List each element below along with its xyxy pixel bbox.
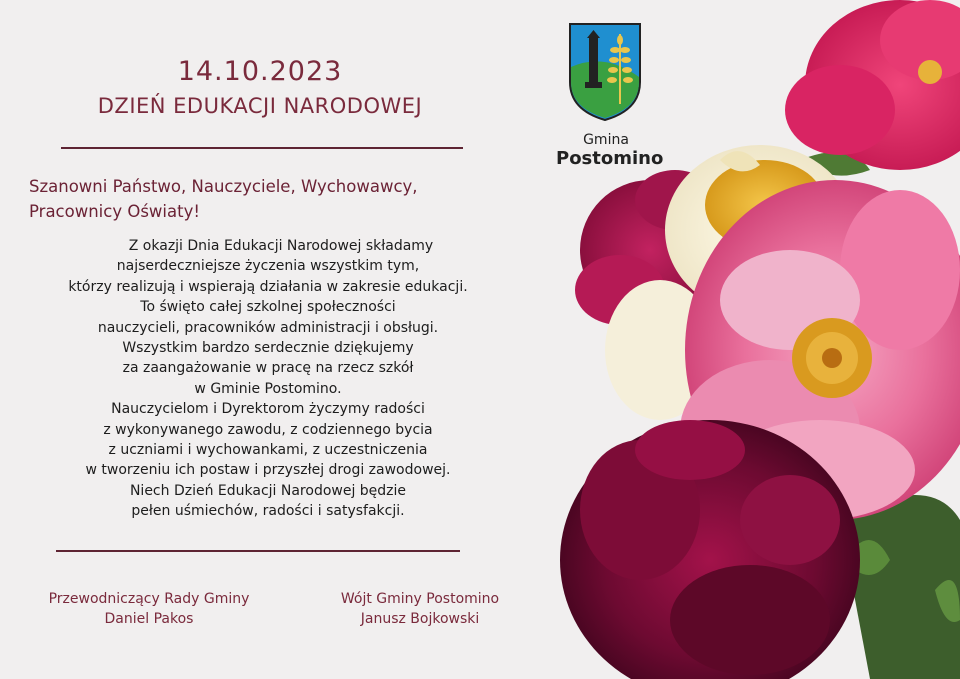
logo-line-2: Postomino xyxy=(556,148,664,169)
body-line: z uczniami i wychowankami, z uczestniczenia xyxy=(108,442,428,459)
signature-mayor xyxy=(300,589,540,629)
greeting-body xyxy=(14,236,522,522)
signature-role: Wójt Gminy Postomino xyxy=(340,591,500,607)
signature-name: Daniel Pakos xyxy=(104,611,194,627)
salutation-line-2: Pracownicy Oświaty! xyxy=(29,202,200,221)
body-line: za zaangażowanie w pracę na rzecz szkół xyxy=(122,360,414,377)
page-title: DZIEŃ EDUKACJI NARODOWEJ xyxy=(97,94,423,118)
signature-council-chair xyxy=(18,589,280,629)
signature-role: Przewodniczący Rady Gminy xyxy=(48,591,250,607)
body-line: nauczycieli, pracowników administracji i obsługi. xyxy=(97,319,439,336)
body-line: Niech Dzień Edukacji Narodowej będzie xyxy=(129,482,407,499)
salutation xyxy=(29,174,549,224)
event-date: 14.10.2023 xyxy=(177,56,343,87)
divider-top xyxy=(61,147,463,149)
body-line: pełen uśmiechów, radości i satysfakcji. xyxy=(131,503,405,520)
body-line: w Gminie Postomino. xyxy=(194,380,342,397)
body-line: w tworzeniu ich postaw i przyszłej drogi zawodowej. xyxy=(85,462,451,479)
body-line: To święto całej szkolnej społeczności xyxy=(140,299,396,316)
body-line: Nauczycielom i Dyrektorom życzymy radości xyxy=(111,401,425,418)
body-line: Z okazji Dnia Edukacji Narodowej składamy xyxy=(128,238,434,254)
postomino-logo xyxy=(556,22,664,172)
body-line: z wykonywanego zawodu, z codziennego bycia xyxy=(103,421,433,438)
logo-line-1: Gmina xyxy=(583,132,629,148)
body-line: Wszystkim bardzo serdecznie dziękujemy xyxy=(122,340,414,357)
coat-of-arms-icon xyxy=(568,22,642,122)
divider-bottom xyxy=(56,550,460,552)
signature-name: Janusz Bojkowski xyxy=(360,611,480,627)
body-line: którzy realizują i wspierają działania w zakresie edukacji. xyxy=(68,278,468,295)
body-line: najserdeczniejsze życzenia wszystkim tym, xyxy=(116,258,420,275)
salutation-line-1: Szanowni Państwo, Nauczyciele, Wychowawcy, xyxy=(29,177,418,196)
